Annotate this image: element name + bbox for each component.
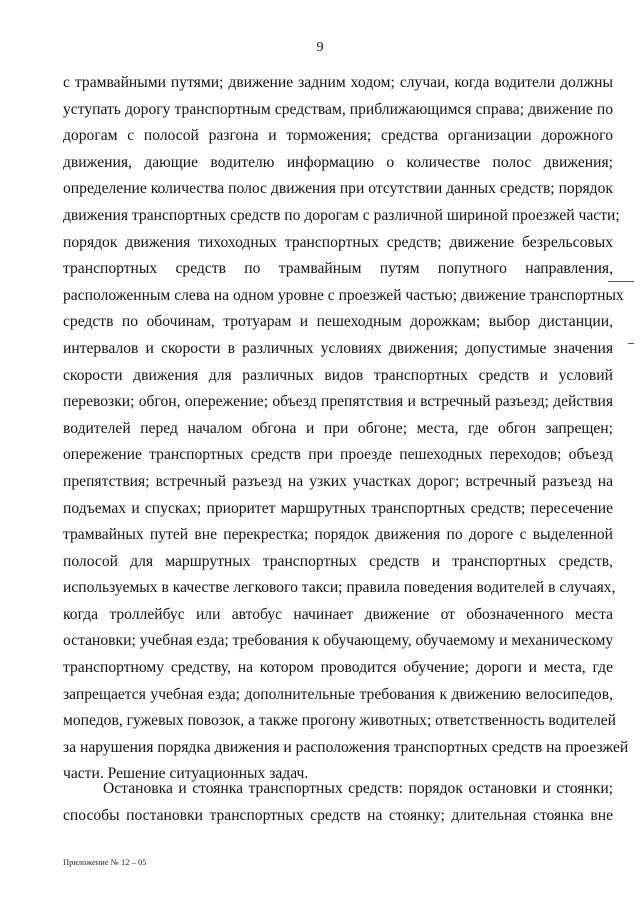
text-line: интервалов и скорости в различных условиях движения; допустимые значения — [63, 339, 613, 357]
text-line: движения транспортных средств по дорогам с различной шириной проезжей части; — [63, 206, 620, 224]
text-line: трамвайных путей вне перекрестка; порядок движения по дороге с выделенной — [63, 526, 613, 544]
text-line: опережение транспортных средств при проезде пешеходных переходов; объезд — [63, 446, 613, 464]
text-line: дорогам с полосой разгона и торможения; средства организации дорожного — [63, 127, 613, 145]
text-line: скорости движения для различных видов транспортных средств и условий — [63, 366, 613, 384]
text-line: части. Решение ситуационных задач. — [63, 765, 309, 783]
text-line: порядок движения тихоходных транспортных средств; движение безрельсовых — [63, 233, 613, 251]
text-line: транспортных средств по трамвайным путям попутного направления, — [63, 260, 613, 278]
text-line: с трамвайными путями; движение задним ходом; случаи, когда водители должны — [63, 74, 613, 91]
text-line: полосой для маршрутных транспортных средств и транспортных средств, — [63, 552, 613, 570]
scan-artifact — [628, 343, 634, 344]
text-line: остановки; учебная езда; требования к обучающему, обучаемому и механическому — [63, 632, 614, 650]
text-line: уступать дорогу транспортным средствам, приближающимся справа; движение по — [63, 100, 613, 118]
text-line: используемых в качестве легкового такси; правила поведения водителей в случаях, — [63, 579, 616, 597]
text-line: определение количества полос движения при отсутствии данных средств; порядок — [63, 180, 613, 198]
paragraph-2 — [63, 776, 613, 829]
footer-annex-label: Приложение № 12 – 05 — [63, 857, 147, 867]
text-line: когда троллейбус или автобус начинает движение от обозначенного места — [63, 605, 613, 623]
text-line: движения, дающие водителю информацию о количестве полос движения; — [63, 153, 613, 171]
page-number: 9 — [316, 40, 324, 55]
text-line: за нарушения порядка движения и расположения транспортных средств на проезжей — [63, 738, 629, 756]
text-line: перевозки; обгон, опережение; объезд препятствия и встречный разъезд; действия — [63, 393, 613, 411]
paragraph-1 — [63, 70, 629, 788]
text-line: транспортному средству, на котором проводится обучение; дороги и места, где — [63, 659, 613, 677]
text-line: расположенным слева на одном уровне с проезжей частью; движение транспортных — [63, 286, 624, 304]
text-line: препятствия; встречный разъезд на узких участках дорог; встречный разъезд на — [63, 472, 613, 490]
scan-artifact — [608, 281, 634, 282]
text-line: мопедов, гужевых повозок, а также прогону животных; ответственность водителей — [63, 712, 617, 730]
text-line: подъемах и спусках; приоритет маршрутных транспортных средств; пересечение — [63, 499, 613, 517]
text-line: средств по обочинам, тротуарам и пешеходным дорожкам; выбор дистанции, — [63, 313, 613, 331]
text-line: способы постановки транспортных средств на стоянку; длительная стоянка вне — [63, 806, 613, 824]
text-line: запрещается учебная езда; дополнительные требования к движению велосипедов, — [63, 685, 613, 703]
text-line: водителей перед началом обгона и при обгоне; места, где обгон запрещен; — [63, 419, 613, 437]
text-line: Остановка и стоянка транспортных средств: порядок остановки и стоянки; — [103, 780, 613, 797]
